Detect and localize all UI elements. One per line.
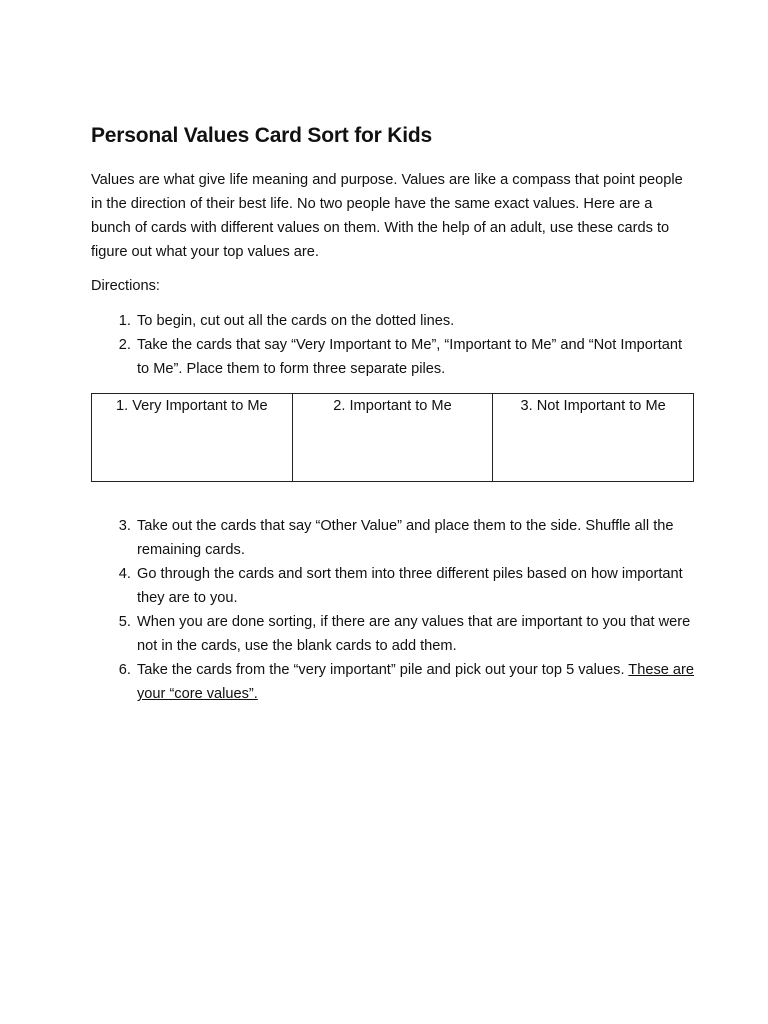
page-title: Personal Values Card Sort for Kids xyxy=(91,124,432,147)
list-item: 4. Go through the cards and sort them into three different piles based on how important they are to you. xyxy=(135,562,695,610)
list-item: 2. Take the cards that say “Very Important to Me”, “Important to Me” and “Not Important to Me”. Place them to form three separate piles. xyxy=(135,333,695,381)
pile-very-important-cell: 1. Very Important to Me xyxy=(92,394,293,482)
pile-not-important-cell: 3. Not Important to Me xyxy=(493,394,694,482)
core-values-emphasis: These are your “core values”. xyxy=(137,662,695,702)
list-item: 1. To begin, cut out all the cards on the dotted lines. xyxy=(135,309,695,333)
pile-important-cell: 2. Important to Me xyxy=(292,394,493,482)
directions-list-part-2 xyxy=(91,514,695,706)
document-page xyxy=(91,120,695,706)
directions-label: Directions: xyxy=(91,278,160,294)
list-item: 5. When you are done sorting, if there are any values that are important to you that were not in the cards, use the blank cards to add them. xyxy=(135,610,695,658)
list-item: 3. Take out the cards that say “Other Value” and place them to the side. Shuffle all the remaining cards. xyxy=(135,514,695,562)
table-row xyxy=(92,394,694,482)
directions-list-part-1 xyxy=(91,309,695,381)
pile-table xyxy=(91,393,694,482)
intro-paragraph: Values are what give life meaning and purpose. Values are like a compass that point people in the direction of their best life. No two people have the same exact values. Here are a bunch of cards with different values on them. With the help of an adult, use these cards to figure out what your top values are. xyxy=(91,172,683,260)
list-item-step-6 xyxy=(135,658,695,706)
step-6-text: Take the cards from the “very important” pile and pick out your top 5 values. xyxy=(137,662,629,678)
